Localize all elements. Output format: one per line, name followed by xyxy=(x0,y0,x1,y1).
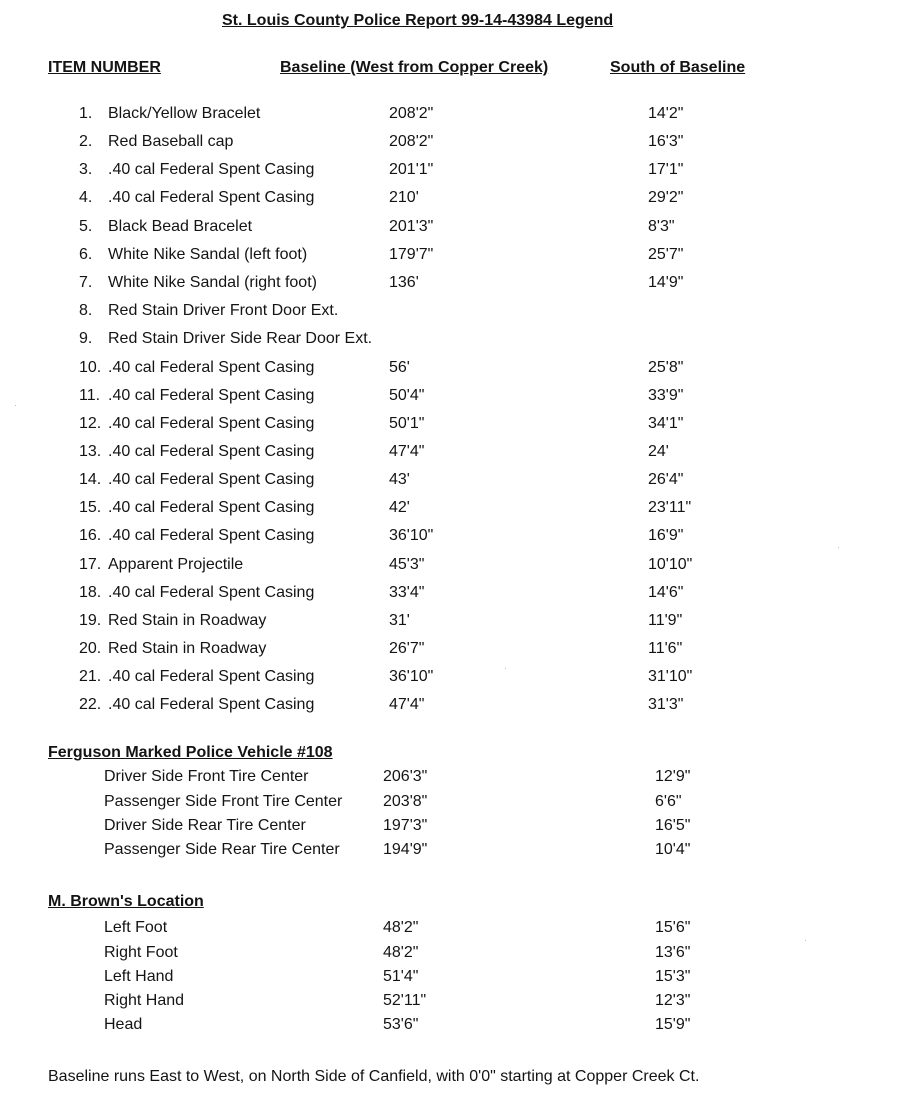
table-row xyxy=(0,105,900,129)
item-description: .40 cal Federal Spent Casing xyxy=(108,584,315,601)
item-description: Left Foot xyxy=(104,919,168,936)
scan-speck xyxy=(805,940,806,941)
item-number: 11. xyxy=(79,387,101,404)
item-description: .40 cal Federal Spent Casing xyxy=(108,359,315,376)
south-distance: 29'2" xyxy=(648,189,684,206)
south-distance: 31'10" xyxy=(648,668,693,685)
item-description: .40 cal Federal Spent Casing xyxy=(108,387,315,404)
item-number: 1. xyxy=(79,105,93,122)
baseline-distance: 197'3" xyxy=(383,817,428,834)
south-distance: 8'3" xyxy=(648,218,675,235)
item-number: 6. xyxy=(79,246,93,263)
item-number: 12. xyxy=(79,415,102,432)
item-description: .40 cal Federal Spent Casing xyxy=(108,696,315,713)
table-row xyxy=(0,189,900,213)
table-row xyxy=(0,640,900,664)
south-distance: 10'4" xyxy=(655,841,691,858)
south-distance: 23'11" xyxy=(648,499,692,516)
table-row xyxy=(0,246,900,270)
baseline-distance: 203'8" xyxy=(383,793,428,810)
south-distance: 15'9" xyxy=(655,1016,691,1033)
south-distance: 15'3" xyxy=(655,968,691,985)
south-distance: 11'6" xyxy=(648,640,683,657)
table-row xyxy=(0,330,900,354)
table-row xyxy=(0,133,900,157)
item-description: .40 cal Federal Spent Casing xyxy=(108,161,315,178)
item-number: 19. xyxy=(79,612,102,629)
baseline-distance: 136' xyxy=(389,274,419,291)
item-description: White Nike Sandal (left foot) xyxy=(108,246,308,263)
item-description: Black/Yellow Bracelet xyxy=(108,105,261,122)
south-distance: 17'1" xyxy=(648,161,684,178)
table-row xyxy=(0,944,900,968)
page-title: St. Louis County Police Report 99-14-43984 Legend xyxy=(222,12,614,29)
item-description: Right Hand xyxy=(104,992,185,1009)
item-description: Head xyxy=(104,1016,143,1033)
item-description: Red Stain in Roadway xyxy=(108,612,267,629)
item-description: Apparent Projectile xyxy=(108,556,244,573)
baseline-distance: 43' xyxy=(389,471,410,488)
item-description: Passenger Side Rear Tire Center xyxy=(104,841,340,858)
south-distance: 33'9" xyxy=(648,387,684,404)
baseline-distance: 48'2" xyxy=(383,944,419,961)
item-description: Driver Side Rear Tire Center xyxy=(104,817,306,834)
table-row xyxy=(0,919,900,943)
item-number: 13. xyxy=(79,443,102,460)
baseline-distance: 36'10" xyxy=(389,527,434,544)
table-row xyxy=(0,817,900,841)
table-row xyxy=(0,471,900,495)
south-distance: 24' xyxy=(648,443,669,460)
scan-speck xyxy=(838,547,839,548)
item-number: 2. xyxy=(79,133,93,150)
baseline-distance: 208'2" xyxy=(389,133,434,150)
scan-speck xyxy=(15,405,16,406)
table-row xyxy=(0,387,900,411)
baseline-distance: 201'1" xyxy=(389,161,434,178)
scan-speck xyxy=(505,668,506,669)
column-header-item-number: ITEM NUMBER xyxy=(48,59,161,76)
item-number: 16. xyxy=(79,527,102,544)
item-description: Red Stain Driver Front Door Ext. xyxy=(108,302,339,319)
table-row xyxy=(0,302,900,326)
item-description: Black Bead Bracelet xyxy=(108,218,253,235)
item-number: 4. xyxy=(79,189,93,206)
item-number: 20. xyxy=(79,640,102,657)
south-distance: 12'9" xyxy=(655,768,691,785)
item-number: 15. xyxy=(79,499,102,516)
baseline-distance: 50'1" xyxy=(389,415,425,432)
column-header-south: South of Baseline xyxy=(610,59,746,76)
item-number: 5. xyxy=(79,218,93,235)
item-description: Right Foot xyxy=(104,944,178,961)
baseline-footnote: Baseline runs East to West, on North Side of Canfield, with 0'0" starting at Copper Creek Ct. xyxy=(48,1068,700,1085)
item-number: 18. xyxy=(79,584,102,601)
item-description: .40 cal Federal Spent Casing xyxy=(108,668,315,685)
item-number: 17. xyxy=(79,556,102,573)
south-distance: 14'9" xyxy=(648,274,684,291)
baseline-distance: 208'2" xyxy=(389,105,434,122)
table-row xyxy=(0,218,900,242)
baseline-distance: 51'4" xyxy=(383,968,419,985)
item-description: Driver Side Front Tire Center xyxy=(104,768,309,785)
item-number: 7. xyxy=(79,274,93,291)
south-distance: 26'4" xyxy=(648,471,684,488)
column-header-baseline: Baseline (West from Copper Creek) xyxy=(280,59,549,76)
south-distance: 11'9" xyxy=(648,612,683,629)
baseline-distance: 206'3" xyxy=(383,768,428,785)
baseline-distance: 47'4" xyxy=(389,696,425,713)
item-number: 14. xyxy=(79,471,102,488)
item-description: Red Stain Driver Side Rear Door Ext. xyxy=(108,330,373,347)
table-row xyxy=(0,527,900,551)
table-row xyxy=(0,696,900,720)
baseline-distance: 179'7" xyxy=(389,246,434,263)
item-description: Left Hand xyxy=(104,968,174,985)
item-description: White Nike Sandal (right foot) xyxy=(108,274,317,291)
south-distance: 6'6" xyxy=(655,793,682,810)
baseline-distance: 47'4" xyxy=(389,443,425,460)
table-row xyxy=(0,443,900,467)
table-row xyxy=(0,612,900,636)
baseline-distance: 53'6" xyxy=(383,1016,419,1033)
baseline-distance: 42' xyxy=(389,499,410,516)
south-distance: 16'3" xyxy=(648,133,684,150)
item-number: 3. xyxy=(79,161,93,178)
table-row xyxy=(0,274,900,298)
south-distance: 25'7" xyxy=(648,246,684,263)
item-number: 10. xyxy=(79,359,102,376)
south-distance: 31'3" xyxy=(648,696,684,713)
baseline-distance: 210' xyxy=(389,189,419,206)
table-row xyxy=(0,668,900,692)
brown-section-heading: M. Brown's Location xyxy=(48,893,204,910)
south-distance: 16'9" xyxy=(648,527,684,544)
baseline-distance: 56' xyxy=(389,359,410,376)
south-distance: 14'2" xyxy=(648,105,684,122)
baseline-distance: 45'3" xyxy=(389,556,425,573)
baseline-distance: 201'3" xyxy=(389,218,434,235)
south-distance: 34'1" xyxy=(648,415,684,432)
south-distance: 10'10" xyxy=(648,556,693,573)
vehicle-section-heading: Ferguson Marked Police Vehicle #108 xyxy=(48,744,333,761)
item-description: .40 cal Federal Spent Casing xyxy=(108,527,315,544)
item-description: .40 cal Federal Spent Casing xyxy=(108,189,315,206)
table-row xyxy=(0,499,900,523)
item-description: .40 cal Federal Spent Casing xyxy=(108,499,315,516)
south-distance: 25'8" xyxy=(648,359,684,376)
item-number: 8. xyxy=(79,302,93,319)
south-distance: 16'5" xyxy=(655,817,691,834)
item-number: 21. xyxy=(79,668,102,685)
baseline-distance: 26'7" xyxy=(389,640,425,657)
south-distance: 13'6" xyxy=(655,944,691,961)
table-row xyxy=(0,1016,900,1040)
table-row xyxy=(0,359,900,383)
table-row xyxy=(0,841,900,865)
item-number: 22. xyxy=(79,696,102,713)
south-distance: 14'6" xyxy=(648,584,684,601)
table-row xyxy=(0,415,900,439)
table-row xyxy=(0,968,900,992)
table-row xyxy=(0,768,900,792)
baseline-distance: 48'2" xyxy=(383,919,419,936)
item-description: Red Baseball cap xyxy=(108,133,234,150)
item-number: 9. xyxy=(79,330,93,347)
item-description: .40 cal Federal Spent Casing xyxy=(108,415,315,432)
baseline-distance: 52'11" xyxy=(383,992,427,1009)
baseline-distance: 36'10" xyxy=(389,668,434,685)
item-description: .40 cal Federal Spent Casing xyxy=(108,471,315,488)
item-description: Passenger Side Front Tire Center xyxy=(104,793,343,810)
south-distance: 15'6" xyxy=(655,919,691,936)
item-description: Red Stain in Roadway xyxy=(108,640,267,657)
baseline-distance: 194'9" xyxy=(383,841,428,858)
baseline-distance: 33'4" xyxy=(389,584,425,601)
table-row xyxy=(0,584,900,608)
table-row xyxy=(0,793,900,817)
baseline-distance: 50'4" xyxy=(389,387,425,404)
baseline-distance: 31' xyxy=(389,612,410,629)
table-row xyxy=(0,161,900,185)
table-row xyxy=(0,556,900,580)
table-row xyxy=(0,992,900,1016)
item-description: .40 cal Federal Spent Casing xyxy=(108,443,315,460)
south-distance: 12'3" xyxy=(655,992,691,1009)
